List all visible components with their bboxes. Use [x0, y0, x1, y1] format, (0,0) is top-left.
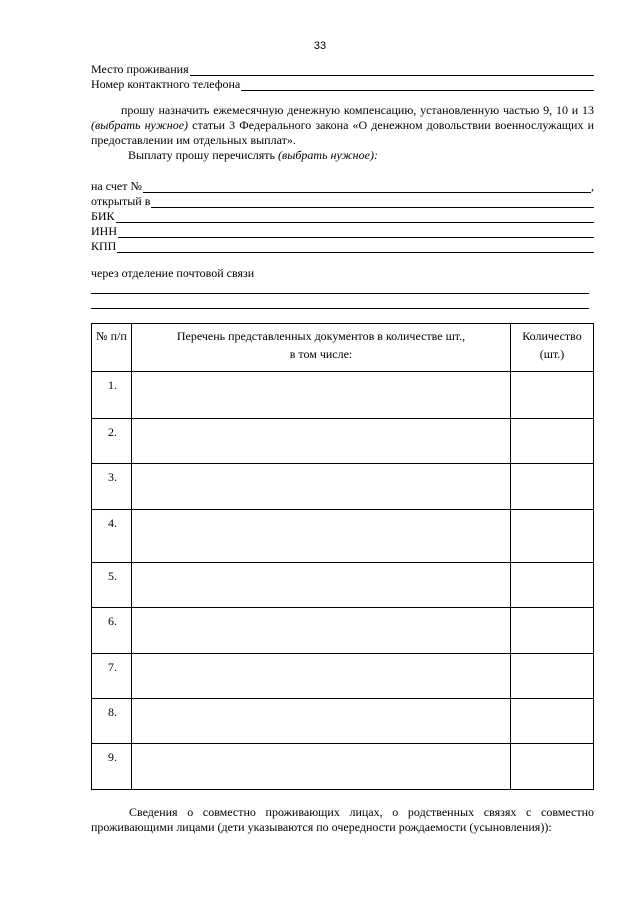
phone-label: Номер контактного телефона	[91, 77, 241, 91]
row-number: 5.	[92, 563, 132, 608]
request-paragraph	[91, 103, 594, 148]
inn-blank[interactable]	[118, 226, 594, 238]
row-number: 6.	[92, 608, 132, 654]
table-row	[92, 419, 594, 464]
table-row	[92, 608, 594, 654]
row-number: 8.	[92, 699, 132, 744]
quantity-cell[interactable]	[511, 654, 594, 699]
quantity-cell[interactable]	[511, 699, 594, 744]
account-blank[interactable]	[143, 181, 591, 193]
request-choice-note: (выбрать нужное)	[91, 118, 189, 132]
kpp-field	[91, 238, 594, 253]
table-row	[92, 563, 594, 608]
col-header-quantity	[511, 324, 594, 372]
row-number: 7.	[92, 654, 132, 699]
quantity-cell[interactable]	[511, 419, 594, 464]
postal-label: через отделение почтовой связи	[91, 266, 255, 280]
row-number: 9.	[92, 744, 132, 790]
col-header-documents	[132, 324, 511, 372]
document-cell[interactable]	[132, 744, 511, 790]
account-tail: ,	[591, 179, 594, 193]
request-text-1: прошу назначить ежемесячную денежную компенсацию, установленную частью 9, 10 и 13	[121, 103, 594, 117]
quantity-cell[interactable]	[511, 372, 594, 419]
opened-label: открытый в	[91, 194, 151, 208]
bik-label: БИК	[91, 209, 115, 223]
quantity-cell[interactable]	[511, 510, 594, 563]
residence-field	[91, 61, 594, 76]
residence-label: Место проживания	[91, 62, 189, 76]
table-row	[92, 372, 594, 419]
document-cell[interactable]	[132, 563, 511, 608]
col-header-quantity-line2: (шт.)	[539, 347, 565, 361]
kpp-label: КПП	[91, 239, 117, 253]
row-number: 1.	[92, 372, 132, 419]
row-number: 3.	[92, 464, 132, 510]
document-cell[interactable]	[132, 699, 511, 744]
documents-table	[91, 323, 594, 790]
quantity-cell[interactable]	[511, 744, 594, 790]
account-label: на счет №	[91, 179, 142, 193]
residence-blank[interactable]	[190, 64, 594, 76]
phone-field	[91, 76, 594, 91]
bik-field	[91, 208, 594, 223]
table-row	[92, 699, 594, 744]
inn-label: ИНН	[91, 224, 117, 238]
opened-field	[91, 193, 594, 208]
page-number: 33	[313, 40, 327, 52]
inn-field	[91, 223, 594, 238]
payment-paragraph	[91, 148, 594, 163]
request-text-2: статьи 3 Федерального закона «О денежном довольствии военнослужащих и предоставлении им отдельных выплат».	[91, 118, 594, 147]
row-number: 2.	[92, 419, 132, 464]
document-cell[interactable]	[132, 372, 511, 419]
account-field	[91, 178, 594, 193]
postal-blank-2[interactable]	[91, 308, 589, 309]
table-row	[92, 654, 594, 699]
document-cell[interactable]	[132, 419, 511, 464]
col-header-quantity-line1: Количество	[522, 329, 582, 343]
document-cell[interactable]	[132, 654, 511, 699]
quantity-cell[interactable]	[511, 608, 594, 654]
col-header-documents-line2: в том числе:	[289, 347, 353, 361]
payment-text: Выплату прошу перечислять	[128, 148, 279, 162]
document-cell[interactable]	[132, 464, 511, 510]
cohabitants-paragraph: Сведения о совместно проживающих лицах, о родственных связях с совместно проживающими лицами (дети указываются по очередности рождаемости (усыновления)):	[91, 805, 594, 834]
row-number: 4.	[92, 510, 132, 563]
phone-blank[interactable]	[241, 79, 594, 91]
payment-choice-note: (выбрать нужное):	[278, 148, 378, 162]
quantity-cell[interactable]	[511, 464, 594, 510]
table-row	[92, 510, 594, 563]
quantity-cell[interactable]	[511, 563, 594, 608]
table-row	[92, 744, 594, 790]
opened-blank[interactable]	[151, 196, 594, 208]
kpp-blank[interactable]	[117, 241, 594, 253]
document-cell[interactable]	[132, 510, 511, 563]
table-header-row	[92, 324, 594, 372]
table-row	[92, 464, 594, 510]
bik-blank[interactable]	[116, 211, 594, 223]
postal-blank-1[interactable]	[91, 293, 589, 294]
col-header-number: № п/п	[92, 324, 132, 372]
col-header-documents-line1: Перечень представленных документов в количестве шт.,	[176, 329, 466, 343]
document-cell[interactable]	[132, 608, 511, 654]
